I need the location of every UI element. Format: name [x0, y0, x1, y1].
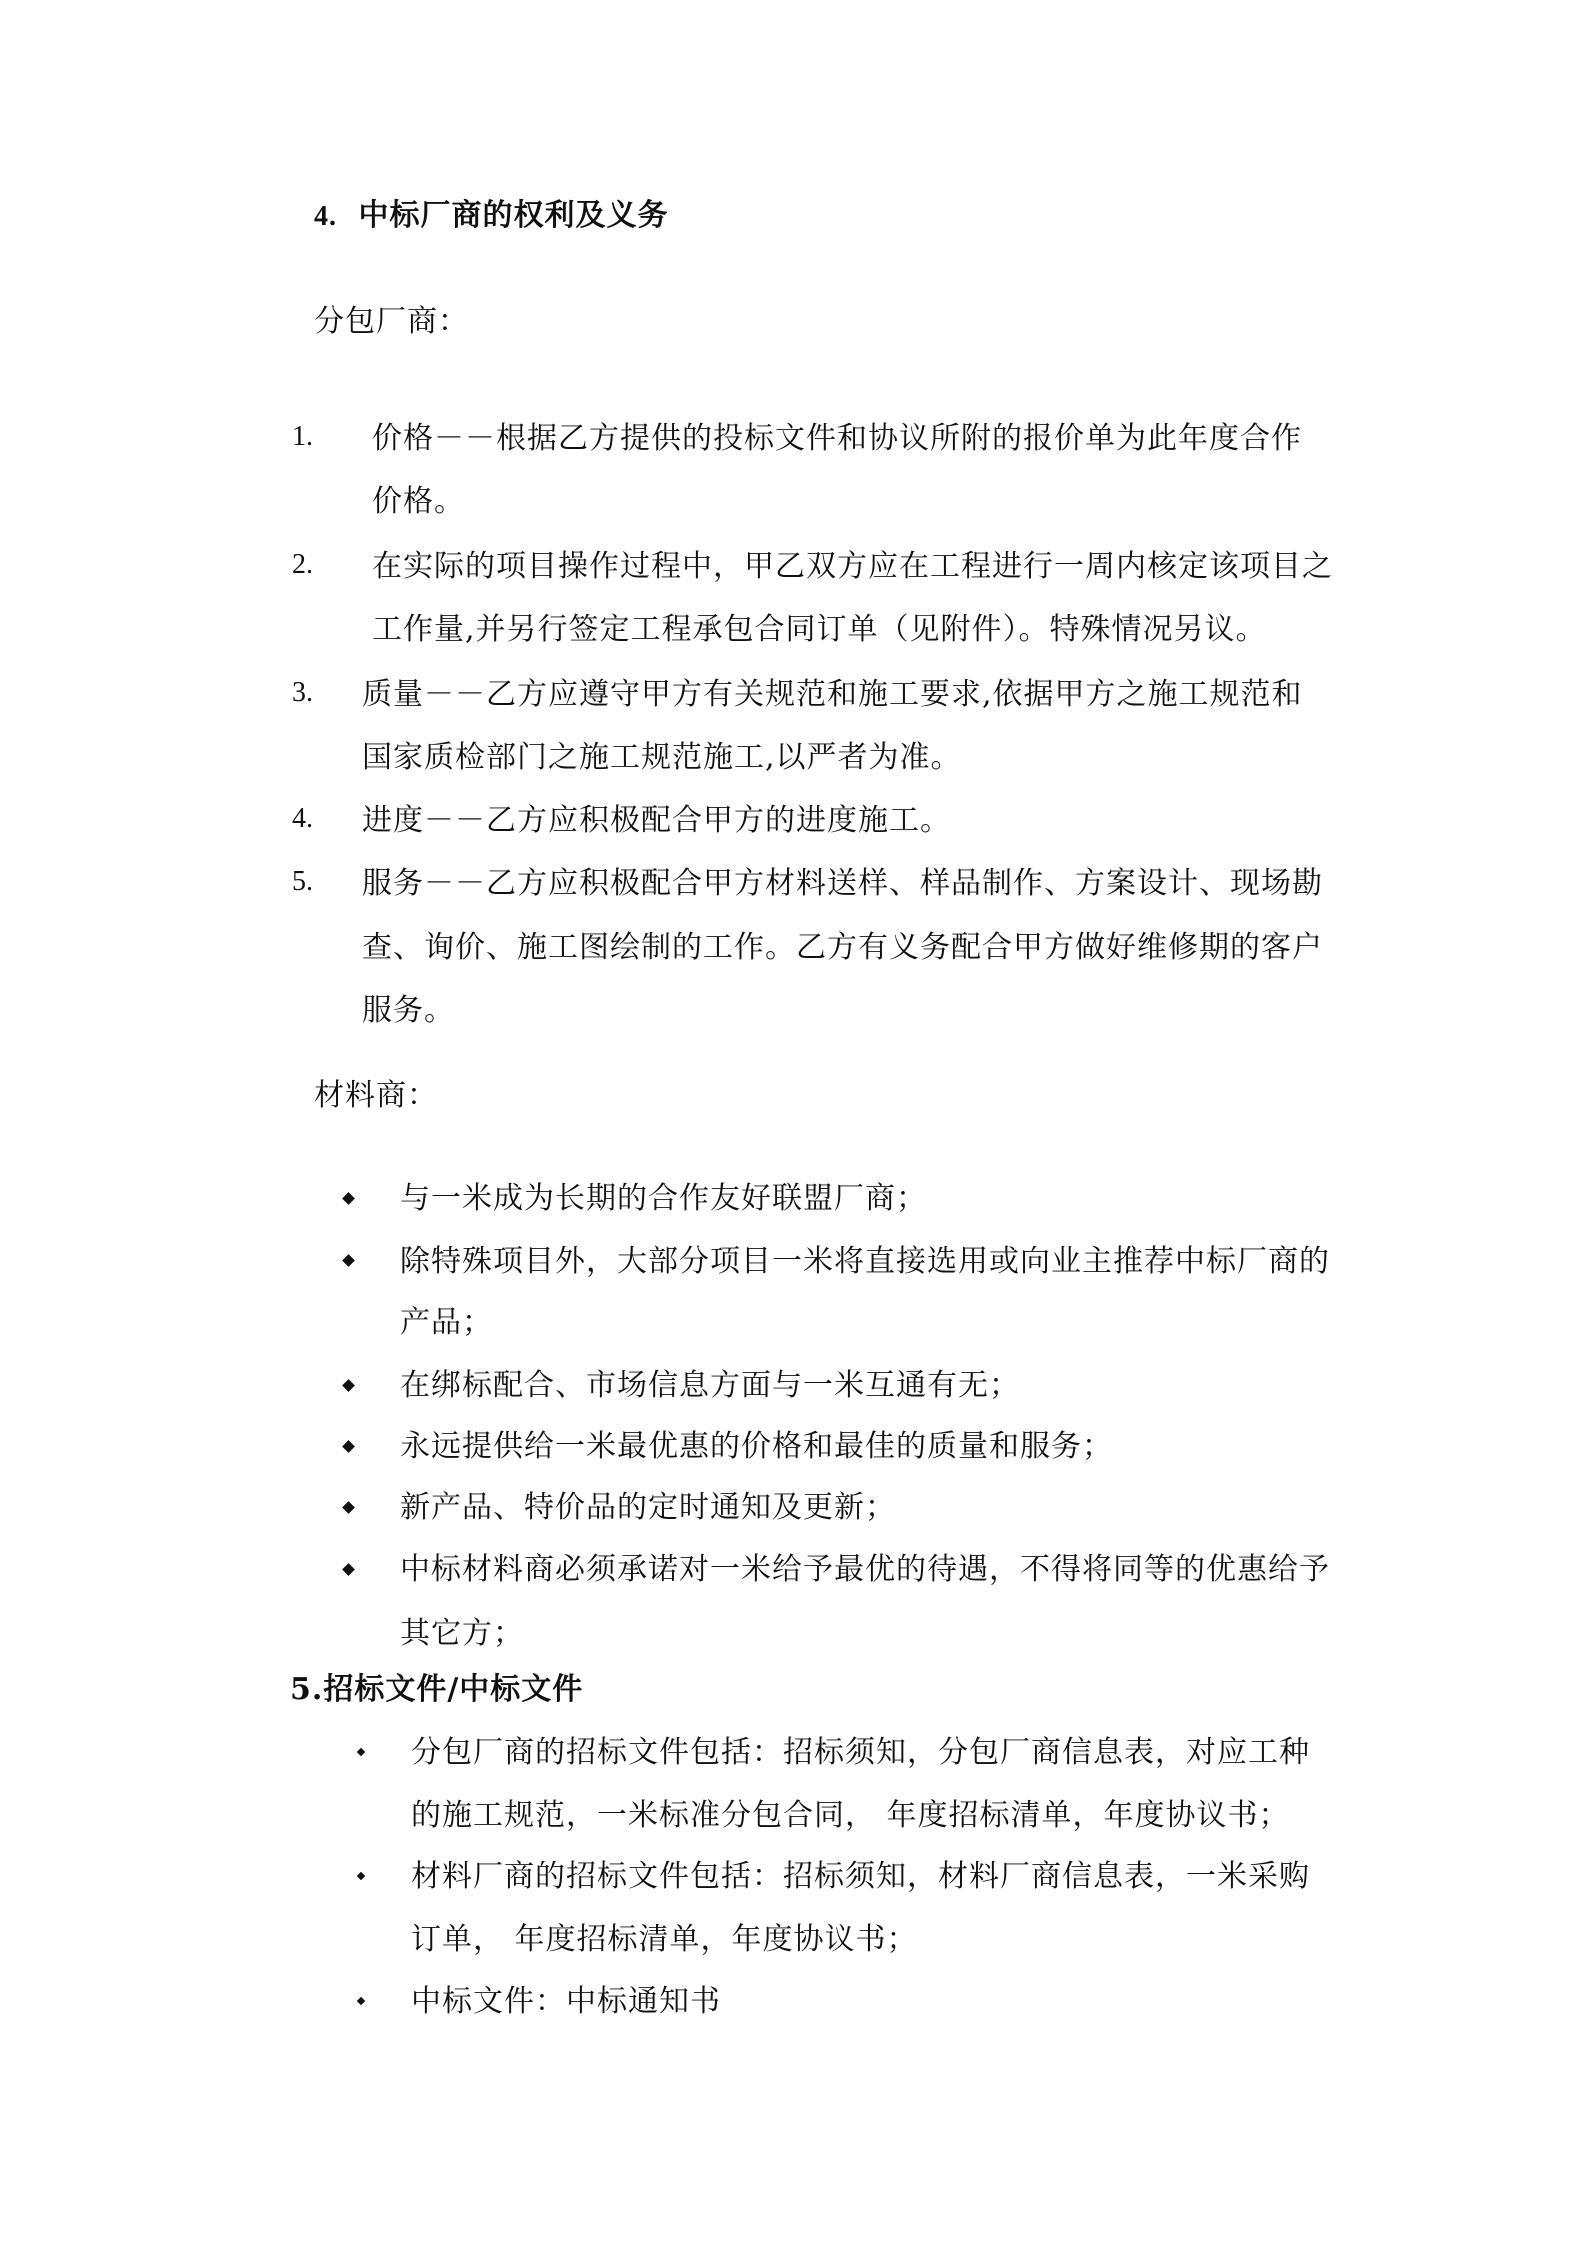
item-4-line-1: 进度－－乙方应积极配合甲方的进度施工。 [362, 803, 951, 838]
section-4-number: 4. [314, 201, 337, 232]
tender-bullet-2-line-2: 订单， 年度招标清单，年度协议书； [411, 1922, 918, 1957]
section-4-heading [314, 196, 668, 237]
bullet-diamond-icon [342, 1440, 355, 1453]
item-2-line-1: 在实际的项目操作过程中，甲乙双方应在工程进行一周内核定该项目之 [372, 549, 1333, 584]
bullet-diamond-icon [342, 1379, 355, 1392]
material-bullet-6-line-1: 中标材料商必须承诺对一米给予最优的待遇，不得将同等的优惠给予 [400, 1552, 1330, 1587]
item-5-number: 5. [292, 866, 313, 897]
item-4-number: 4. [292, 803, 313, 834]
item-5-line-3: 服务。 [362, 993, 455, 1028]
item-2-number: 2. [292, 549, 313, 580]
material-label: 材料商： [314, 1078, 438, 1113]
item-3-number: 3. [292, 677, 313, 708]
material-bullet-2-line-2: 产品； [400, 1305, 493, 1340]
tender-bullet-2-line-1: 材料厂商的招标文件包括：招标须知，材料厂商信息表，一米采购 [411, 1859, 1310, 1894]
bullet-diamond-icon [342, 1192, 355, 1205]
item-3-line-1: 质量－－乙方应遵守甲方有关规范和施工要求,依据甲方之施工规范和 [362, 677, 1303, 712]
material-bullet-2-line-1: 除特殊项目外，大部分项目一米将直接选用或向业主推荐中标厂商的 [400, 1244, 1330, 1279]
tender-bullet-3: 中标文件：中标通知书 [411, 1984, 721, 2019]
tender-bullet-1-line-2: 的施工规范，一米标准分包合同， 年度招标清单，年度协议书； [411, 1798, 1290, 1833]
subcontractor-label: 分包厂商： [314, 304, 469, 339]
item-5-line-2: 查、询价、施工图绘制的工作。乙方有义务配合甲方做好维修期的客户 [362, 930, 1323, 965]
material-bullet-4: 永远提供给一米最优惠的价格和最佳的质量和服务； [400, 1429, 1113, 1464]
bullet-diamond-icon [342, 1563, 355, 1576]
item-2-line-2: 工作量,并另行签定工程承包合同订单（见附件）。特殊情况另议。 [372, 612, 1267, 647]
material-bullet-5: 新产品、特价品的定时通知及更新； [400, 1490, 896, 1525]
section-5-heading: 5.招标文件/中标文件 [290, 1672, 584, 1707]
bullet-diamond-icon [357, 1872, 365, 1880]
bullet-diamond-icon [357, 1997, 365, 2005]
bullet-diamond-icon [342, 1254, 355, 1267]
section-4-title: 中标厂商的权利及义务 [358, 198, 669, 233]
item-1-line-1: 价格－－根据乙方提供的投标文件和协议所附的报价单为此年度合作 [372, 421, 1302, 456]
tender-bullet-1-line-1: 分包厂商的招标文件包括：招标须知，分包厂商信息表，对应工种 [411, 1735, 1310, 1770]
bullet-diamond-icon [342, 1501, 355, 1514]
material-bullet-6-line-2: 其它方； [400, 1616, 524, 1651]
item-1-line-2: 价格。 [372, 484, 465, 519]
material-bullet-1: 与一米成为长期的合作友好联盟厂商； [400, 1181, 927, 1216]
material-bullet-3: 在绑标配合、市场信息方面与一米互通有无； [400, 1368, 1020, 1403]
item-3-line-2: 国家质检部门之施工规范施工,以严者为准。 [362, 740, 962, 775]
item-1-number: 1. [292, 421, 313, 452]
bullet-diamond-icon [357, 1748, 365, 1756]
item-5-line-1: 服务－－乙方应积极配合甲方材料送样、样品制作、方案设计、现场勘 [362, 866, 1323, 901]
